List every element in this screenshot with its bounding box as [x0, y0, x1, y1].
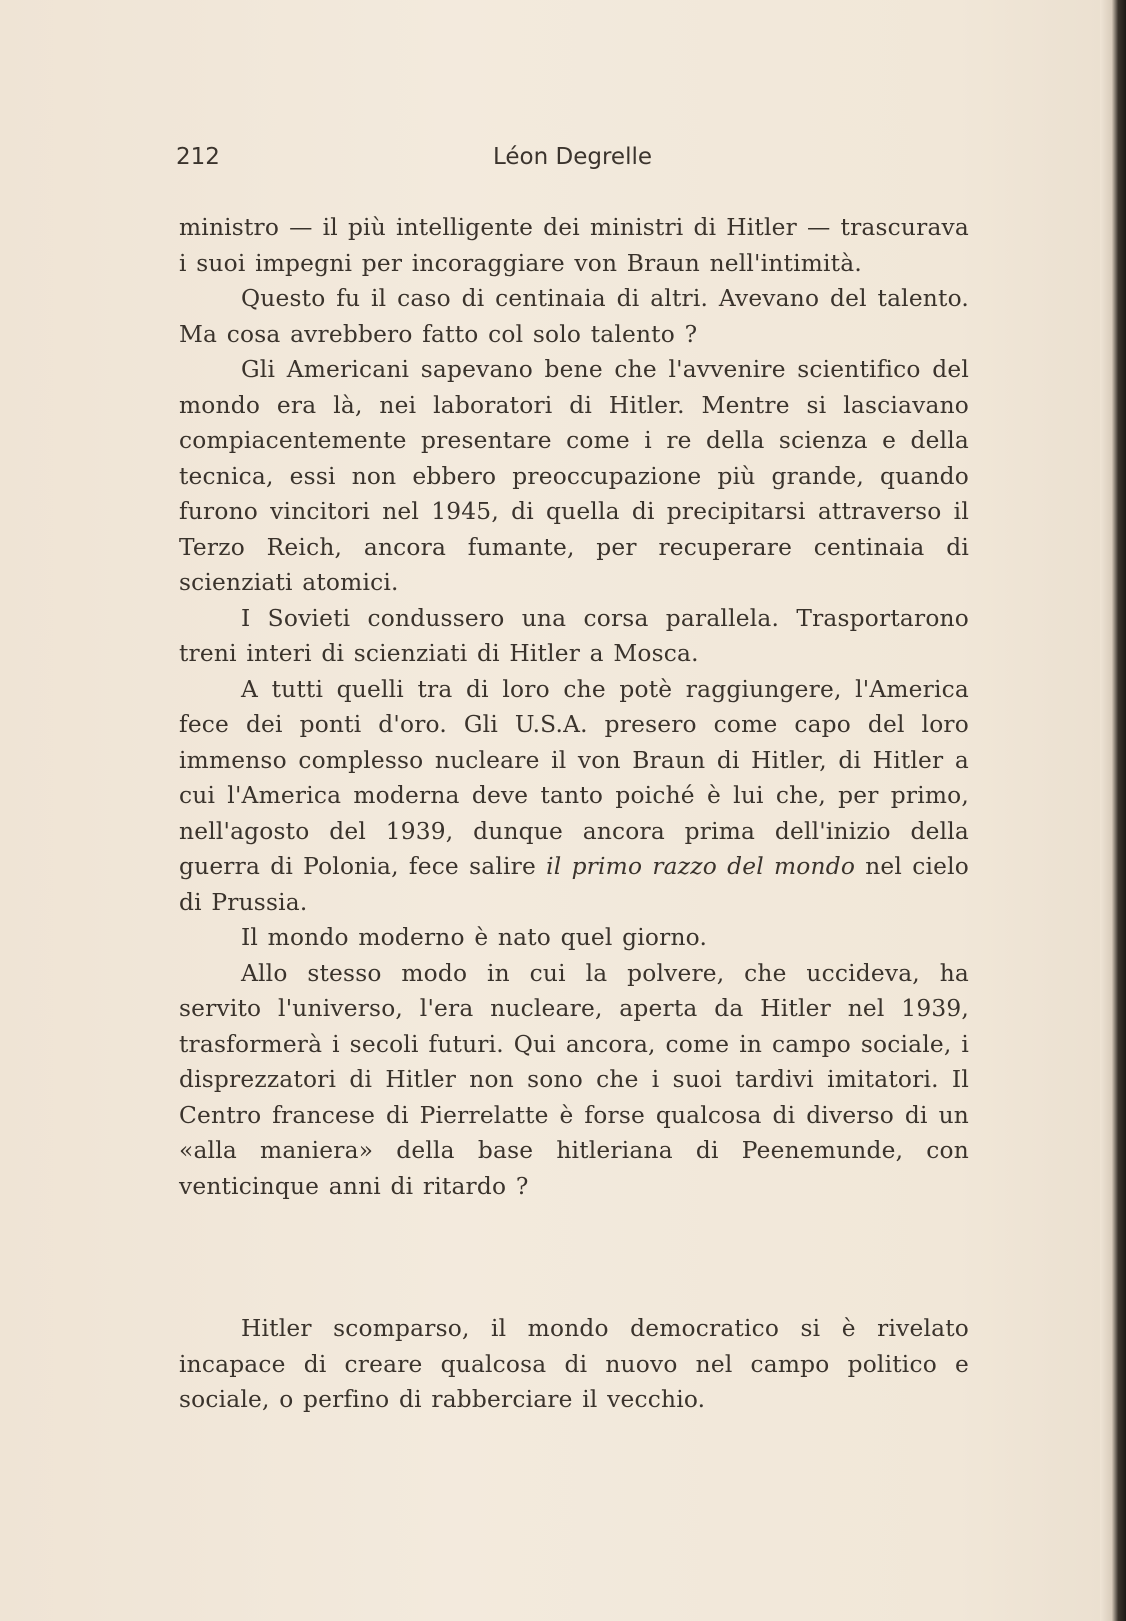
paragraph-7: Allo stesso modo in cui la polvere, che uccideva, ha servito l'universo, l'era nucleare, aperta da Hitler nel 1939, trasformerà i secoli futuri. Qui ancora, come in campo sociale, i disprezzatori di Hitler non sono che i suoi tardivi imitatori. Il Centro francese di Pierrelatte è forse qualcosa di diverso di un «alla maniera» della base hitleriana di Peenemunde, con venticinque anni di ritardo ?: [179, 959, 969, 1200]
paragraph-3: Gli Americani sapevano bene che l'avvenire scientifico del mondo era là, nei laboratori di Hitler. Mentre si lasciavano compiacentemente presentare come i re della scienza e della tecnica, essi non ebbero preoccupazione più grande, quando furono vincitori nel 1945, di quella di precipitarsi attraverso il Terzo Reich, ancora fumante, per recuperare centinaia di scienziati atomici.: [179, 356, 969, 596]
paragraph-6: Il mondo moderno è nato quel giorno.: [241, 924, 708, 951]
paragraph-4: I Sovieti condussero una corsa parallela. Trasportarono treni interi di scienziati di Hitler a Mosca.: [179, 604, 969, 667]
paragraph-5-text-after: nel cielo di Prussia.: [179, 853, 969, 916]
paragraph-8: Hitler scomparso, il mondo democratico si è rivelato incapace di creare qualcosa di nuovo nel campo politico e sociale, o perfino di rabberciare il vecchio.: [179, 1315, 969, 1413]
paragraph-2: Questo fu il caso di centinaia di altri. Avevano del talento. Ma cosa avrebbero fatto col solo talento ?: [179, 285, 969, 348]
book-spine-edge: [1100, 0, 1126, 1621]
body-text: [179, 210, 969, 1418]
paragraph-5-italic: il primo razzo del mondo: [546, 853, 856, 880]
running-head: Léon Degrelle: [492, 144, 652, 170]
paragraph-1: ministro — il più intelligente dei ministri di Hitler — trascurava i suoi impegni per incoraggiare von Braun nell'intimità.: [179, 214, 969, 277]
paragraph-5: [179, 672, 969, 921]
paragraph-5-text-before: A tutti quelli tra di loro che potè raggiungere, l'America fece dei ponti d'oro. Gli U.S.A. presero come capo del loro immenso complesso nucleare il von Braun di Hitler, di Hitler a cui l'America moderna deve tanto poiché è lui che, per primo, nell'agosto del 1939, dunque ancora prima dell'inizio della guerra di Polonia, fece salire: [179, 675, 969, 880]
page-header: [176, 144, 969, 178]
page-number: 212: [176, 144, 220, 170]
